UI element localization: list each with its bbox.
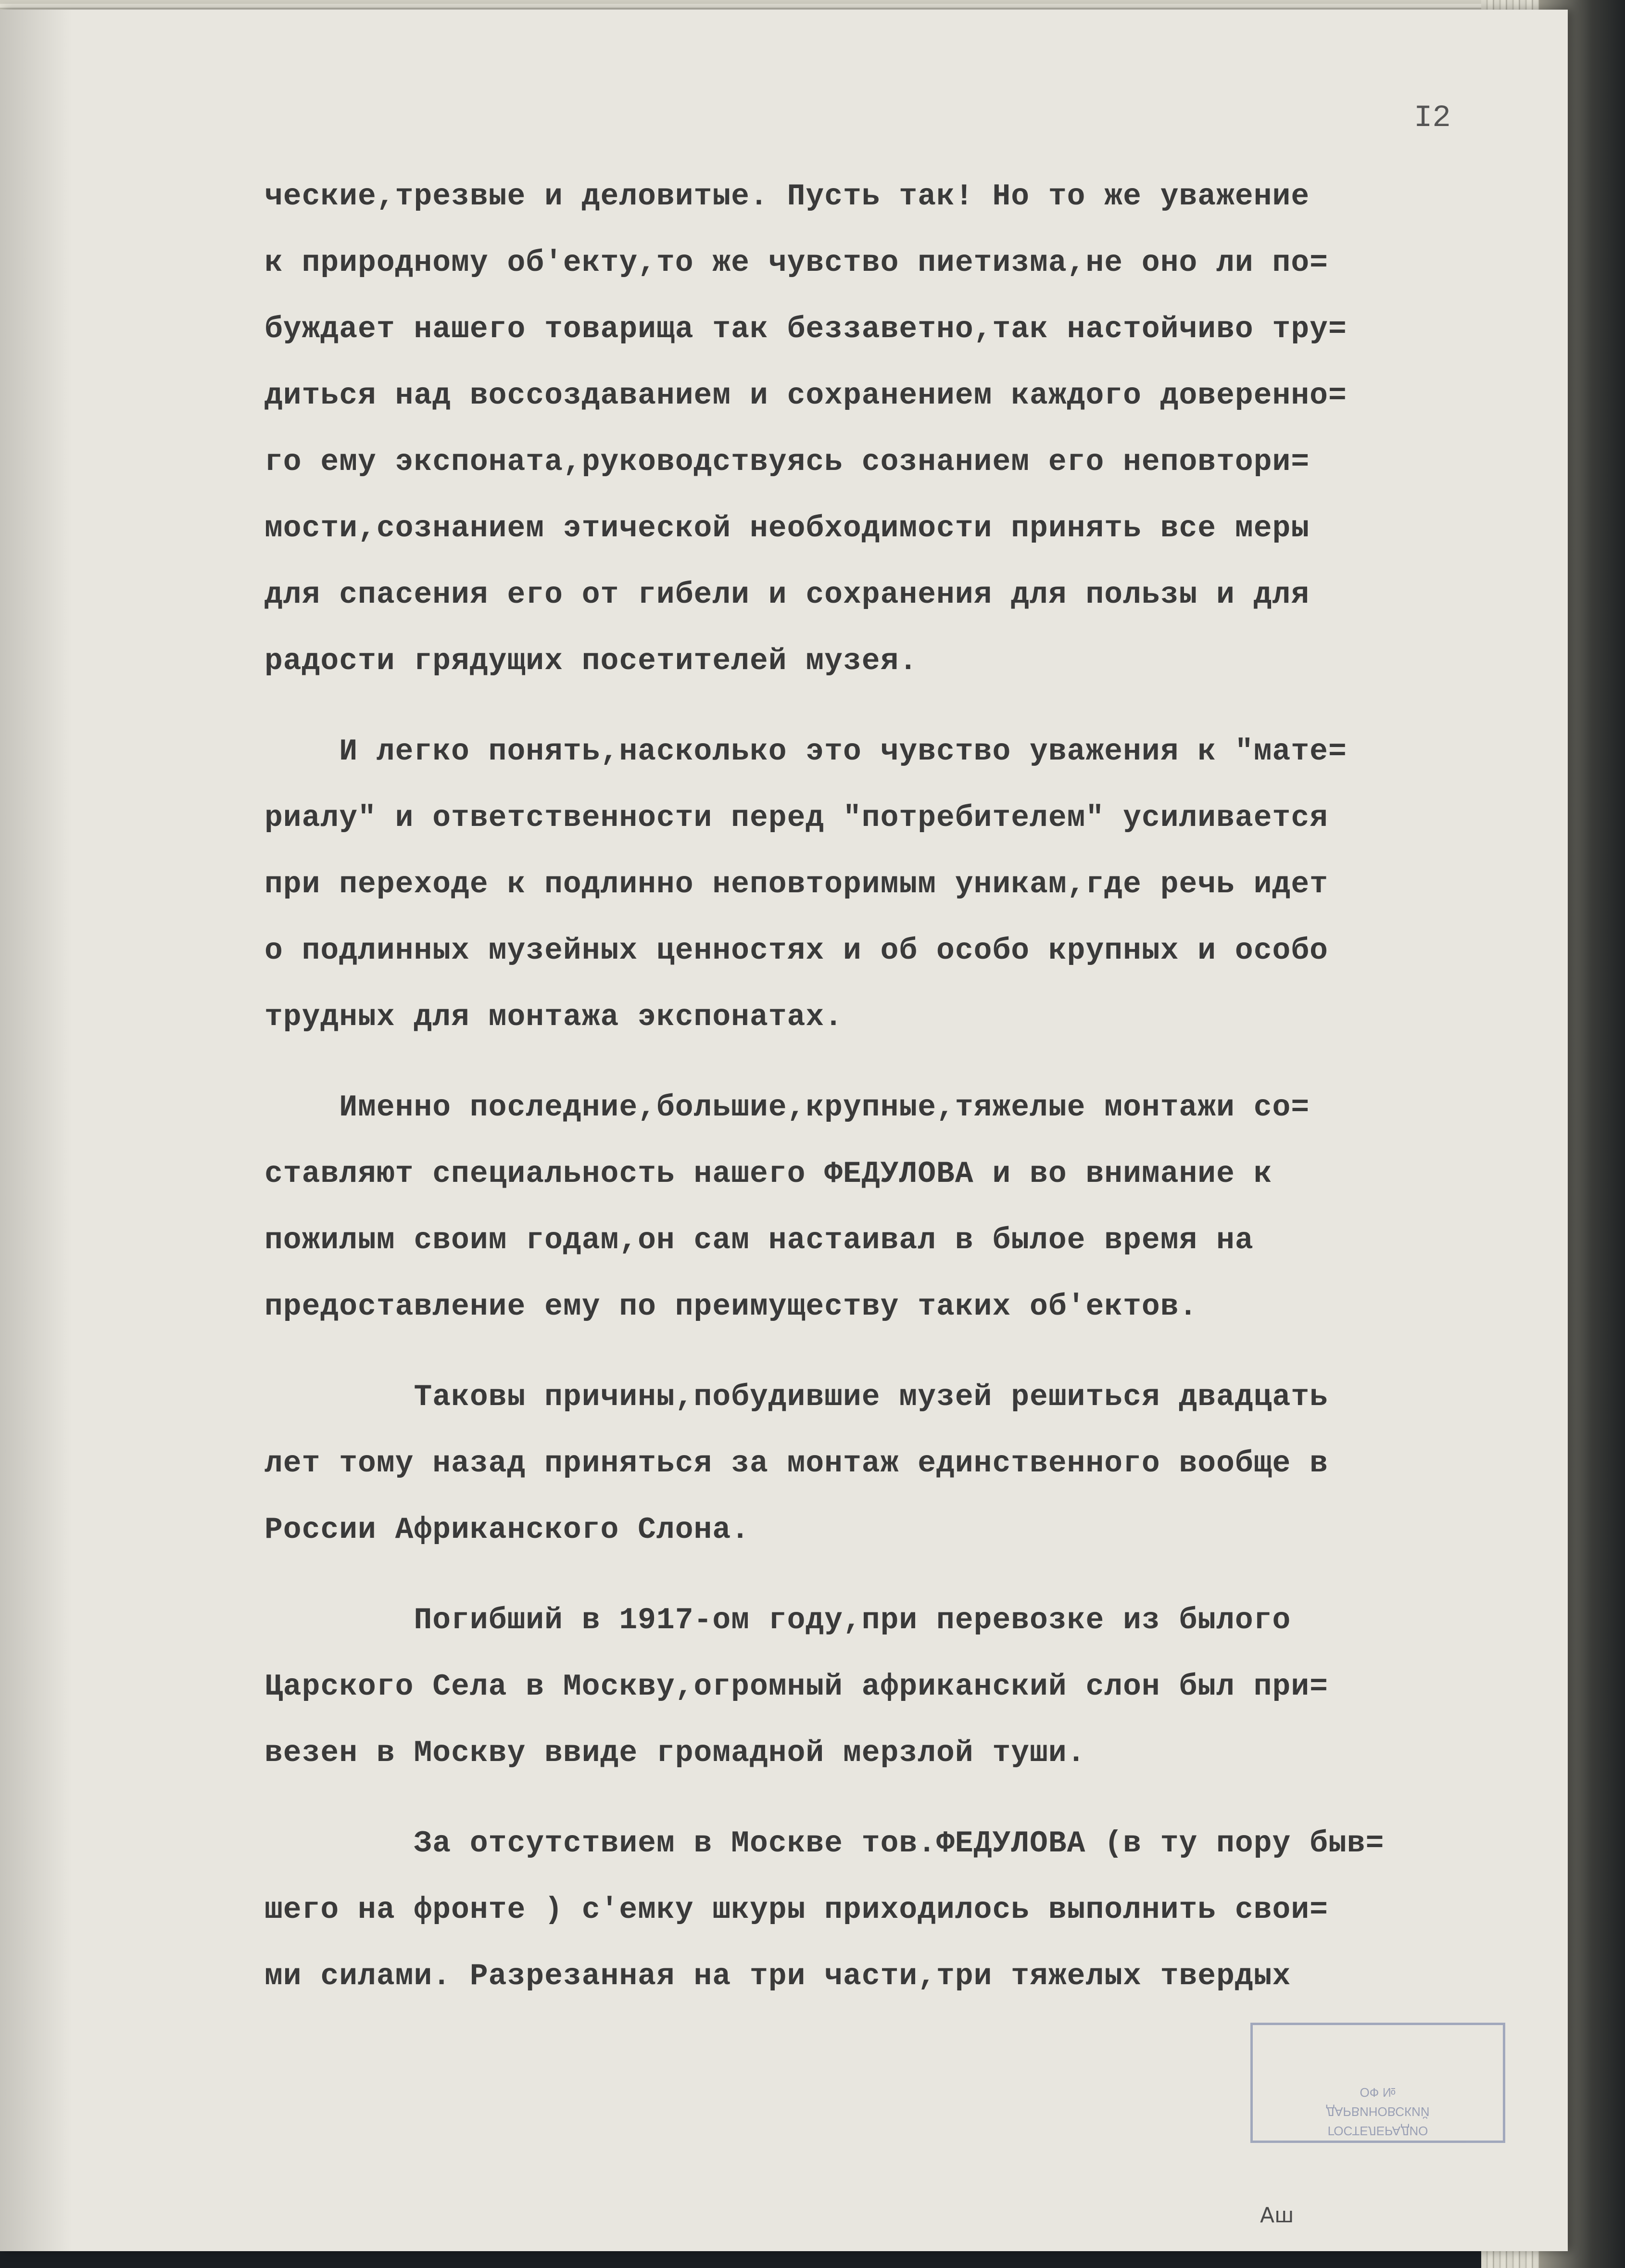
text-line: везен в Москву ввиде громадной мерзлой туши. [265, 1736, 1086, 1770]
text-line: трудных для монтажа экспонатах. [265, 1000, 843, 1034]
stamp-line: ОФ № [1360, 2085, 1396, 2100]
text-line: За отсутствием в Москве тов.ФЕДУЛОВА (в ту пору быв= [265, 1826, 1385, 1861]
text-line: лет тому назад приняться за монтаж единственного вообще в [265, 1446, 1328, 1481]
text-line: для спасения его от гибели и сохранения для пользы и для [265, 578, 1310, 612]
text-line: буждает нашего товарища так беззаветно,так настойчиво тру= [265, 312, 1347, 346]
page-number: I2 [1414, 101, 1451, 136]
text-line: пожилым своим годам,он сам настаивал в былое время на [265, 1223, 1254, 1257]
text-line: го ему экспоната,руководствуясь сознанием его неповтори= [265, 445, 1310, 479]
stamp-line: ГОСТЕЛЕРАДИО [1327, 2124, 1428, 2138]
page-binding-shadow [0, 10, 72, 2251]
text-line: о подлинных музейных ценностях и об особо крупных и особо [265, 934, 1328, 968]
archive-stamp [1250, 2023, 1505, 2143]
text-line: Таковы причины,побудившие музей решиться двадцать [265, 1380, 1328, 1414]
text-line: Царского Села в Москву,огромный африканский слон был при= [265, 1670, 1328, 1704]
text-line: И легко понять,насколько это чувство уважения к "мате= [265, 735, 1347, 769]
pencil-mark: Аш [1260, 2203, 1294, 2228]
text-line: России Африканского Слона. [265, 1513, 750, 1547]
paragraph-gap [265, 1340, 1496, 1364]
paragraph [265, 1811, 1496, 2010]
text-line: к природному об'екту,то же чувство пиетизма,не оно ли по= [265, 246, 1328, 280]
paragraph-gap [265, 1051, 1496, 1075]
document-page [0, 10, 1568, 2251]
text-line: ческие,трезвые и деловитые. Пусть так! Но то же уважение [265, 179, 1310, 214]
text-line: диться над воссоздаванием и сохранением каждого доверенно= [265, 379, 1347, 413]
text-line: Именно последние,большие,крупные,тяжелые монтажи со= [265, 1090, 1310, 1125]
paragraph-gap [265, 695, 1496, 719]
stamp-line: ДАРВИНОВСКИЙ [1326, 2104, 1430, 2119]
text-line: шего на фронте ) с'емку шкуры приходилось выполнить свои= [265, 1893, 1328, 1927]
text-line: ставляют специальность нашего ФЕДУЛОВА и во внимание к [265, 1157, 1272, 1191]
paragraph-gap [265, 1787, 1496, 1811]
typed-text-body [265, 164, 1496, 2010]
paragraph [265, 164, 1496, 695]
paragraph [265, 1587, 1496, 1787]
text-line: мости,сознанием этической необходимости принять все меры [265, 511, 1310, 545]
text-line: предоставление ему по преимуществу таких об'ектов. [265, 1290, 1198, 1324]
text-line: Погибший в 1917-ом году,при перевозке из былого [265, 1603, 1291, 1637]
paragraph-gap [265, 1563, 1496, 1587]
paragraph [265, 1075, 1496, 1340]
text-line: риалу" и ответственности перед "потребителем" усиливается [265, 801, 1328, 835]
text-line: при переходе к подлинно неповторимым уникам,где речь идет [265, 867, 1328, 901]
text-line: радости грядущих посетителей музея. [265, 644, 918, 678]
paragraph [265, 1364, 1496, 1563]
paragraph [265, 719, 1496, 1051]
text-line: ми силами. Разрезанная на три части,три тяжелых твердых [265, 1959, 1291, 1993]
